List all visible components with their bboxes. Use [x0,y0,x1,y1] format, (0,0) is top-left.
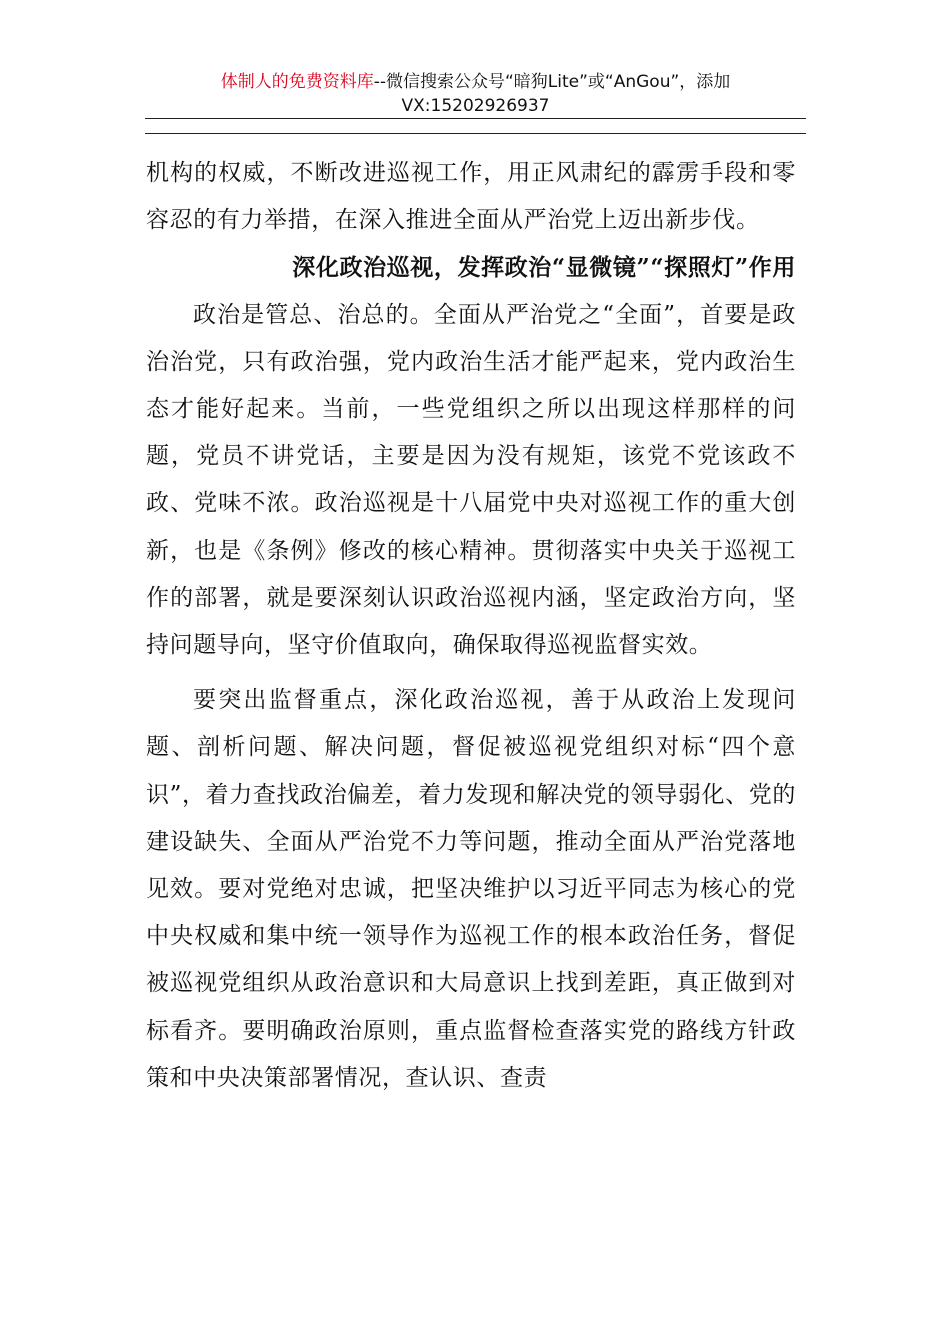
continuation-paragraph: 机构的权威，不断改进巡视工作，用正风肃纪的霹雳手段和零容忍的有力举措，在深入推进全面从严治党上迈出新步伐。 [146,160,796,234]
brand-text: 体制人的免费资料库 [220,72,374,92]
header-promo-line [145,70,806,94]
section-heading: 深化政治巡视，发挥政治“显微镜”“探照灯”作用 [292,254,796,282]
body-paragraph: 要突出监督重点，深化政治巡视，善于从政治上发现问题、剖析问题、解决问题，督促被巡视党组织对标“四个意识”，着力查找政治偏差，着力发现和解决党的领导弱化、党的建设缺失、全面从严治党不力等问题，推动全面从严治党落地见效。要对党绝对忠诚，把坚决维护以习近平同志为核心的党中央权威和集中统一领导作为巡视工作的根本政治任务，督促被巡视党组织从政治意识和大局意识上找到差距，真正做到对标看齐。要明确政治原则，重点监督检查落实党的路线方针政策和中央决策部署情况，查认识、查责 [146,687,796,1091]
document-body [146,150,796,1102]
page-header [145,70,806,118]
promo-text: --微信搜索公众号“暗狗Lite”或“AnGou”，添加 [373,72,731,92]
header-rule-bottom [145,133,806,134]
body-paragraph: 政治是管总、治总的。全面从严治党之“全面”，首要是政治治党，只有政治强，党内政治生活才能严起来，党内政治生态才能好起来。当前，一些党组织之所以出现这样那样的问题，党员不讲党话，主要是因为没有规矩，该党不党该政不政、党味不浓。政治巡视是十八届党中央对巡视工作的重大创新，也是《条例》修改的核心精神。贯彻落实中央关于巡视工作的部署，就是要深刻认识政治巡视内涵，坚定政治方向，坚持问题导向，坚守价值取向，确保取得巡视监督实效。 [146,301,796,659]
contact-text: VX:15202926937 [401,96,550,116]
header-rule-top [145,118,806,119]
